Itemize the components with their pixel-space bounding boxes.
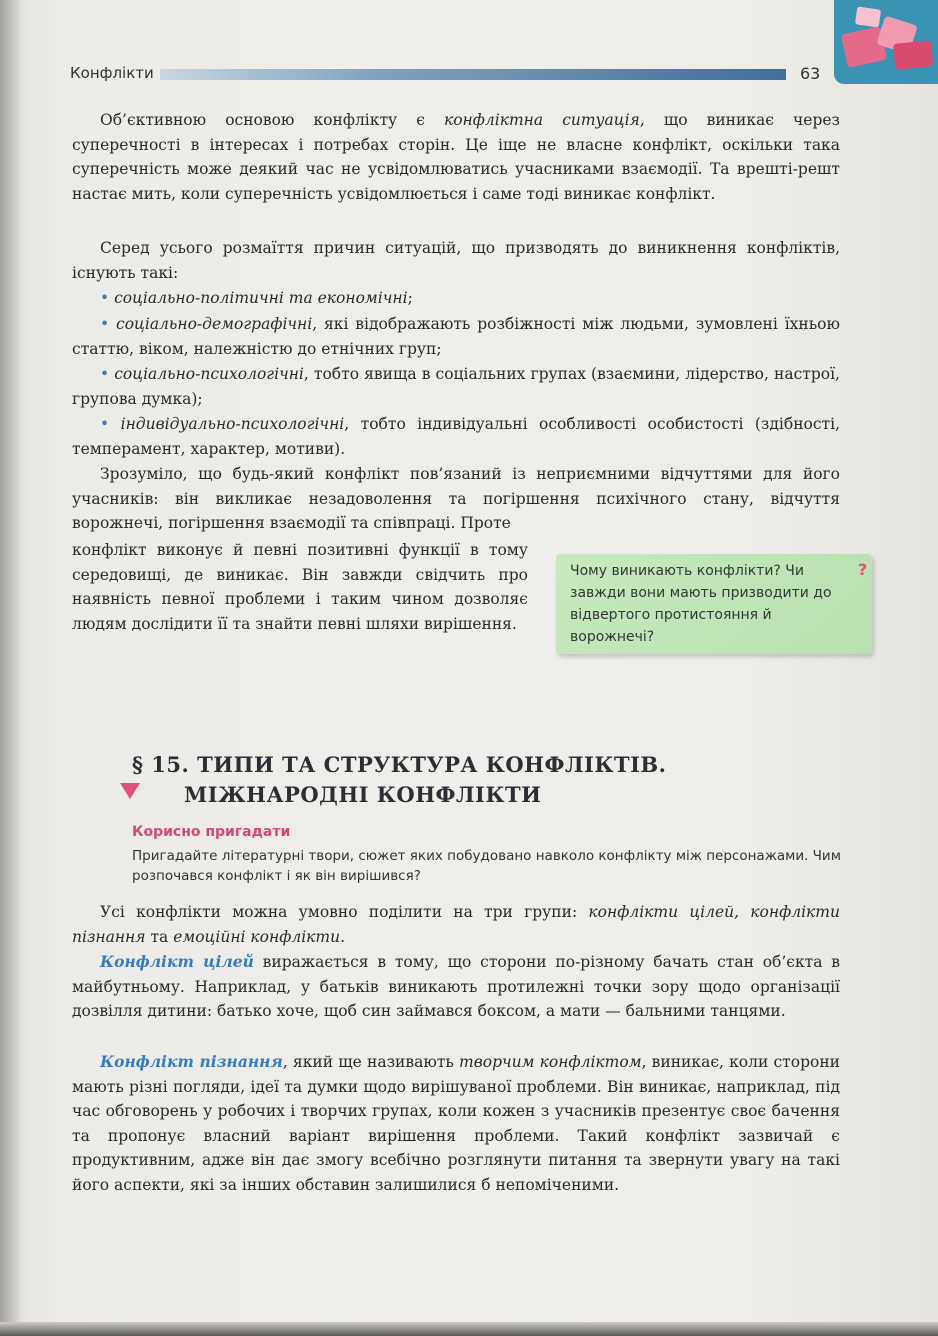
- running-header: Конфлікти: [70, 64, 154, 82]
- page-bottom-edge: [0, 1322, 938, 1336]
- paragraph-text: Об’єктивною основою конфлікту є: [100, 111, 444, 129]
- bullet-icon: •: [100, 365, 110, 383]
- paragraph-2: Серед усього розмаїття причин ситуацій, що призводять до виникнення конфліктів, існують такі:: [72, 239, 840, 282]
- paragraph-text: .: [340, 927, 346, 946]
- paragraph-1: [72, 108, 840, 206]
- paragraph-text: , який ще називають: [282, 1053, 460, 1071]
- paragraph-text: , тобто індивідуальні особливості особистості (здібності, темперамент, характер, мотиви).: [72, 415, 840, 458]
- recall-text: Пригадайте літературні твори, сюжет яких побудовано навколо конфлікту між персонажами. Чим розпочався конфлікт і як він вирішився?: [132, 848, 841, 884]
- bullet-item-2: [72, 312, 840, 361]
- emphasis-term: емоційні конфлікти: [173, 927, 341, 946]
- emphasis-term: конфлікти цілей, конфлікти пізнання: [72, 903, 840, 946]
- bullet-icon: •: [100, 315, 110, 333]
- bullet-item-4: [72, 412, 840, 461]
- corner-illustration: [834, 0, 938, 84]
- emphasis-term: соціально-психологічні: [114, 365, 304, 383]
- defined-term: Конфлікт цілей: [100, 952, 254, 971]
- emphasis-term: соціально-політичні та економічні: [114, 289, 408, 307]
- paragraph-text: та: [145, 927, 174, 946]
- bullet-item-3: [72, 362, 840, 411]
- question-mark-icon: ?: [858, 560, 868, 579]
- section-paragraph-2: [72, 950, 840, 1024]
- paragraph-text: , що виникає через суперечності в інтересах і потребах сторін. Це іще не власне конфлікт, оскільки така суперечність може деякий час не усвідомлюватись учасниками взаємодії. Та врешті-решт настає мить, коли суперечність усвідомлюється і саме тоді виникає конфлікт.: [72, 111, 840, 203]
- paragraph-text: , які відображають розбіжності між людьми, зумовлені їхньою статтю, віком, належністю до етнічних груп;: [72, 315, 840, 358]
- emphasis-term: індивідуально-психологічні: [120, 415, 345, 433]
- paragraph-text: Усі конфлікти можна умовно поділити на три групи:: [100, 903, 589, 921]
- paragraph-text: , тобто явища в соціальних групах (взаємини, лідерство, настрої, групова думка);: [72, 365, 840, 408]
- spine-shadow: [0, 0, 22, 1336]
- paragraph-text: виражається в тому, що сторони по-різному бачать стан об’єкта в майбутньому. Наприклад, у батьків виникають протилежні точки зору щодо організації дозвілля дитини: батько хоче, щоб син займався боксом, а мати — бальними танцями.: [72, 953, 840, 1021]
- bullet-item-1: [72, 286, 840, 311]
- defined-term: Конфлікт пізнання: [100, 1052, 283, 1071]
- section-title: [132, 750, 666, 810]
- emphasis-term: конфліктна ситуація: [443, 111, 640, 129]
- paragraph-text: ;: [407, 289, 413, 307]
- header-bar: [160, 69, 786, 80]
- question-box: [556, 554, 872, 654]
- section-paragraph-3: [72, 1050, 840, 1198]
- paragraph-3-continuation: конфлікт виконує й певні позитивні функції в тому середовищі, де виникає. Він завжди свідчить про наявність певної проблеми і таким чином дозволяє людям дослідити її та знайти певні шляхи вирішення.: [72, 541, 528, 633]
- section-paragraph-1: [72, 900, 840, 949]
- bullet-icon: •: [100, 415, 110, 433]
- paragraph-text: , виникає, коли сторони мають різні погляди, ідеї та думки щодо вирішуваної проблеми. Він виникає, наприклад, під час обговорень у робочих і творчих групах, коли кожен з учасників презентує своє бачення та пропонує власний варіант вирішення проблеми. Такий конфлікт зазвичай є продуктивним, адже він дає змогу всебічно розглянути питання та звернути увагу на такі його аспекти, які за інших обставин залишилися б непоміченими.: [72, 1053, 840, 1194]
- emphasis-term: соціально-демографічні: [116, 315, 313, 333]
- question-text: Чому виникають конфлікти? Чи завжди вони мають призводити до відвертого протистояння й ворожнечі?: [570, 563, 832, 645]
- section-title-line-2: МІЖНАРОДНІ КОНФЛІКТИ: [184, 782, 542, 807]
- section-title-line-1: § 15. ТИПИ ТА СТРУКТУРА КОНФЛІКТІВ.: [132, 752, 667, 777]
- page-number: 63: [800, 64, 821, 83]
- bullet-icon: •: [100, 289, 110, 307]
- emphasis-term: творчим конфліктом: [459, 1053, 642, 1071]
- recall-heading: Корисно пригадати: [132, 824, 291, 840]
- paragraph-3: Зрозуміло, що будь-який конфлікт пов’язаний із неприємними відчуттями для його учасників: він викликає незадоволення та погіршення психічного стану, відчуття ворожнечі, погіршення взаємодії та співпраці. Проте: [72, 465, 840, 533]
